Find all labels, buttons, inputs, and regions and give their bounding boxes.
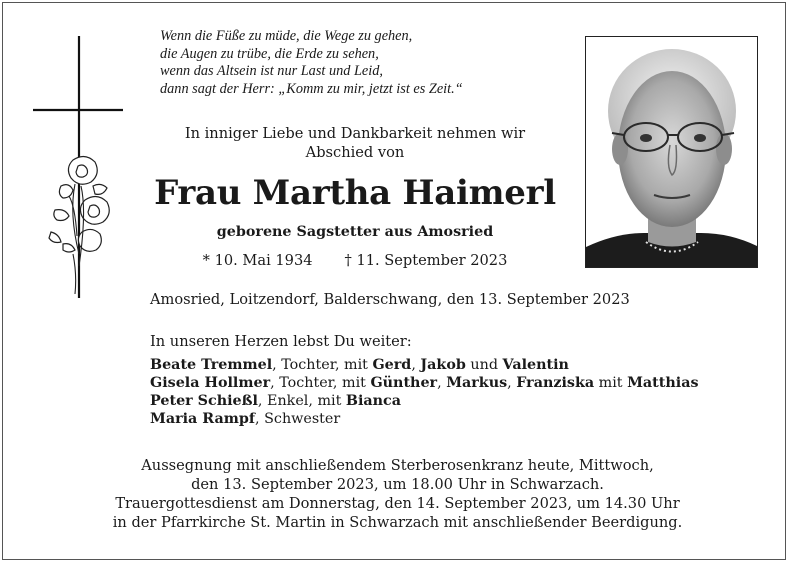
poem-line: dann sagt der Herr: „Komm zu mir, jetzt ist es Zeit.“	[160, 80, 463, 97]
intro-line: Abschied von	[305, 144, 405, 161]
poem	[160, 28, 580, 98]
funeral-details	[40, 456, 755, 532]
mourners-list	[150, 356, 699, 428]
ceremony-line: Trauergottesdienst am Donnerstag, den 14. September 2023, um 14.30 Uhr	[115, 495, 680, 512]
poem-line: wenn das Altsein ist nur Last und Leid,	[160, 63, 383, 79]
mourner-line: Peter Schießl, Enkel, mit Bianca	[150, 393, 402, 409]
intro-text	[150, 124, 560, 162]
deceased-name: Frau Martha Haimerl	[154, 173, 556, 213]
mourner-line: Maria Rampf, Schwester	[150, 411, 341, 427]
place-and-date: Amosried, Loitzendorf, Balderschwang, den 13. September 2023	[150, 291, 630, 308]
ceremony-line: in der Pfarrkirche St. Martin in Schwarzach mit anschließender Beerdigung.	[112, 514, 683, 531]
ceremony-line: den 13. September 2023, um 18.00 Uhr in Schwarzach.	[191, 476, 604, 493]
life-dates	[150, 252, 560, 269]
remembrance-line: In unseren Herzen lebst Du weiter:	[150, 333, 412, 350]
birth-date: * 10. Mai 1934	[202, 252, 313, 269]
intro-line: In inniger Liebe und Dankbarkeit nehmen wir	[184, 125, 526, 142]
death-date: † 11. September 2023	[344, 252, 508, 269]
maiden-name: geborene Sagstetter aus Amosried	[216, 224, 494, 240]
mourner-line: Beate Tremmel, Tochter, mit Gerd, Jakob und Valentin	[150, 357, 569, 373]
poem-line: die Augen zu trübe, die Erde zu sehen,	[160, 45, 379, 62]
portrait-photo	[585, 36, 758, 268]
cross-with-roses-icon	[33, 36, 125, 306]
ceremony-line: Aussegnung mit anschließendem Sterberosenkranz heute, Mittwoch,	[141, 457, 654, 474]
poem-line: Wenn die Füße zu müde, die Wege zu gehen,	[160, 28, 413, 44]
mourner-line: Gisela Hollmer, Tochter, mit Günther, Markus, Franziska mit Matthias	[150, 375, 699, 391]
